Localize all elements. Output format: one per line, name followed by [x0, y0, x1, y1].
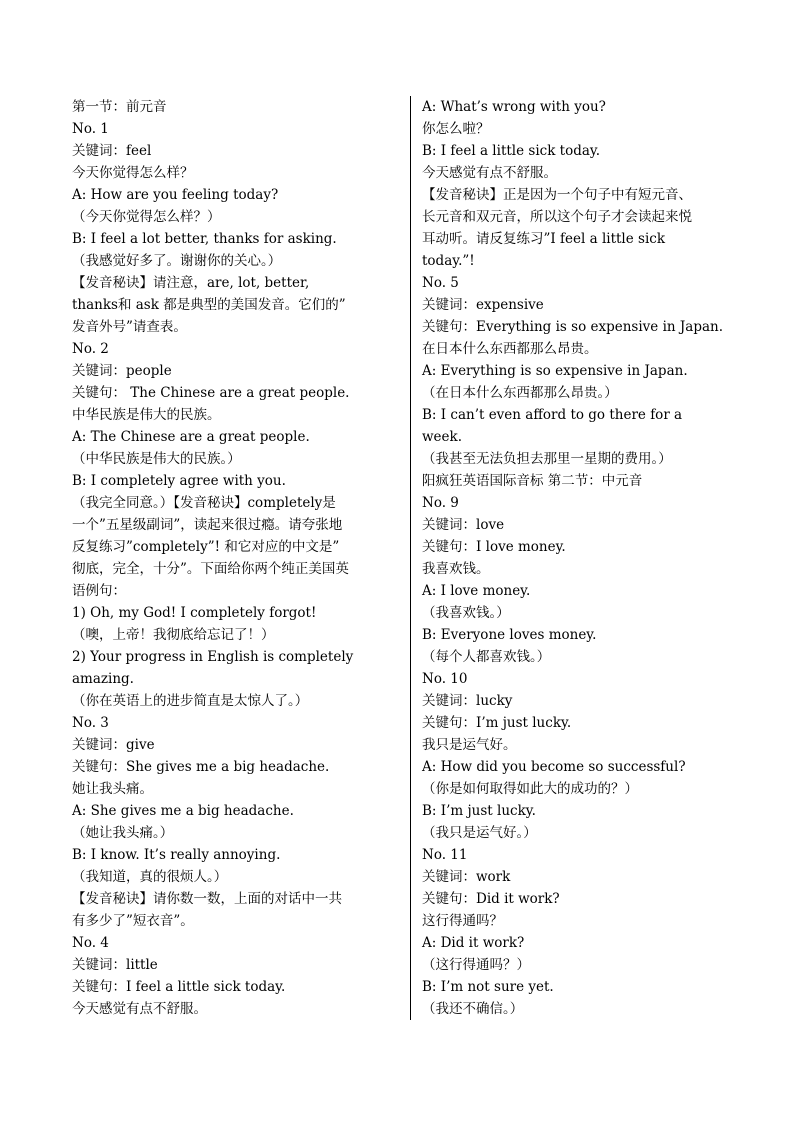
left-text-line: 有多少了”短衣音”。 [72, 913, 194, 929]
left-text-line: 关键词：feel [72, 143, 152, 159]
left-text-line: 语例句： [72, 583, 126, 599]
right-text-line: No. 10 [422, 671, 468, 687]
left-text-line: 彻底，完全，十分”。下面给你两个纯正美国英 [72, 561, 349, 577]
left-text-line: 1) Oh, my God! I completely forgot! [72, 605, 317, 621]
left-text-line: 今天感觉有点不舒服。 [72, 1001, 207, 1017]
right-text-line: B: Everyone loves money. [422, 627, 597, 643]
right-text-line: B: I feel a little sick today. [422, 143, 601, 159]
right-text-line: A: Did it work? [422, 935, 525, 951]
right-text-line: （我甚至无法负担去那里一星期的费用。） [422, 451, 672, 467]
column-divider [410, 96, 411, 1020]
right-text-line: 在日本什么东西都那么昂贵。 [422, 341, 598, 357]
left-text-line: （我完全同意。）【发音秘诀】completely是 [72, 495, 336, 511]
right-text-line: 关键词：lucky [422, 693, 513, 709]
left-text-line: 关键句：She gives me a big headache. [72, 759, 330, 775]
right-text-line: （我喜欢钱。） [422, 605, 510, 621]
left-text-line: 关键句：I feel a little sick today. [72, 979, 286, 995]
left-text-line: No. 3 [72, 715, 109, 731]
left-text-line: （噢，上帝！我彻底给忘记了！） [72, 627, 275, 643]
left-text-line: 今天你觉得怎么样？ [72, 165, 194, 181]
left-text-line: thanks和 ask 都是典型的美国发音。它们的” [72, 297, 346, 313]
left-text-line: amazing. [72, 671, 134, 687]
left-text-line: （我知道，真的很烦人。） [72, 869, 228, 885]
right-text-line: 你怎么啦？ [422, 121, 490, 137]
right-text-line: 关键词：work [422, 869, 511, 885]
left-text-line: No. 4 [72, 935, 109, 951]
left-text-line: 第一节：前元音 [72, 99, 167, 115]
right-text-line: week. [422, 429, 463, 445]
left-text-line: 发音外号”请查表。 [72, 319, 187, 335]
right-text-line: 我喜欢钱。 [422, 561, 490, 577]
right-text-line: （这行得通吗？） [422, 957, 530, 973]
right-text-line: A: What’s wrong with you? [422, 99, 606, 115]
right-text-line: No. 5 [422, 275, 459, 291]
left-text-line: A: The Chinese are a great people. [72, 429, 310, 445]
left-text-line: B: I feel a lot better, thanks for asking. [72, 231, 337, 247]
right-text-line: No. 9 [422, 495, 459, 511]
right-text-line: 我只是运气好。 [422, 737, 517, 753]
right-text-line: 耳动听。请反复练习”I feel a little sick [422, 231, 666, 247]
right-text-line: 关键句：Did it work? [422, 891, 560, 907]
left-text-line: A: How are you feeling today? [72, 187, 279, 203]
left-text-line: A: She gives me a big headache. [72, 803, 294, 819]
left-text-line: 【发音秘诀】请注意，are, lot, better, [72, 275, 310, 291]
right-text-line: （你是如何取得如此大的成功的？） [422, 781, 638, 797]
left-text-line: 2) Your progress in English is completely [72, 649, 354, 665]
right-text-line: 关键词：expensive [422, 297, 544, 313]
left-text-line: B: I know. It’s really annoying. [72, 847, 281, 863]
left-text-line: 关键词：people [72, 363, 172, 379]
right-text-line: B: I’m not sure yet. [422, 979, 554, 995]
right-text-line: B: I can’t even afford to go there for a [422, 407, 683, 423]
left-text-line: 反复练习”completely”! 和它对应的中文是” [72, 539, 340, 555]
right-text-line: B: I’m just lucky. [422, 803, 536, 819]
right-text-line: 今天感觉有点不舒服。 [422, 165, 557, 181]
right-text-line: 长元音和双元音，所以这个句子才会读起来悦 [422, 209, 692, 225]
right-text-line: today.”! [422, 253, 475, 269]
left-text-line: No. 1 [72, 121, 109, 137]
right-column [422, 96, 772, 1020]
left-text-line: 关键词：give [72, 737, 155, 753]
right-text-line: （我只是运气好。） [422, 825, 537, 841]
left-column [72, 96, 406, 1020]
right-text-line: 阳疯狂英语国际音标 第二节：中元音 [422, 473, 643, 489]
right-text-line: 关键词：love [422, 517, 505, 533]
left-text-line: （她让我头痛。） [72, 825, 174, 841]
right-text-line: 这行得通吗？ [422, 913, 503, 929]
right-text-line: （在日本什么东西都那么昂贵。） [422, 385, 618, 401]
left-text-line: B: I completely agree with you. [72, 473, 286, 489]
right-text-line: No. 11 [422, 847, 468, 863]
right-text-line: A: How did you become so successful? [422, 759, 686, 775]
left-text-line: 关键词：little [72, 957, 158, 973]
left-text-line: No. 2 [72, 341, 109, 357]
right-text-line: A: I love money. [422, 583, 531, 599]
left-text-line: （你在英语上的进步简直是太惊人了。） [72, 693, 309, 709]
left-text-line: （今天你觉得怎么样？） [72, 209, 221, 225]
right-text-line: 【发音秘诀】正是因为一个句子中有短元音、 [422, 187, 692, 203]
left-text-line: （中华民族是伟大的民族。） [72, 451, 241, 467]
right-text-line: A: Everything is so expensive in Japan. [422, 363, 688, 379]
left-text-line: 中华民族是伟大的民族。 [72, 407, 221, 423]
left-text-line: 关键句： The Chinese are a great people. [72, 385, 350, 401]
left-text-line: 【发音秘诀】请你数一数，上面的对话中一共 [72, 891, 342, 907]
left-text-line: 一个”五星级副词”，读起来很过瘾。请夸张地 [72, 517, 343, 533]
right-text-line: 关键句：I’m just lucky. [422, 715, 572, 731]
right-text-line: （每个人都喜欢钱。） [422, 649, 551, 665]
left-text-line: 她让我头痛。 [72, 781, 153, 797]
right-text-line: （我还不确信。） [422, 1001, 524, 1017]
left-text-line: （我感觉好多了。谢谢你的关心。） [72, 253, 282, 269]
right-text-line: 关键句：Everything is so expensive in Japan. [422, 319, 724, 335]
right-text-line: 关键句：I love money. [422, 539, 566, 555]
